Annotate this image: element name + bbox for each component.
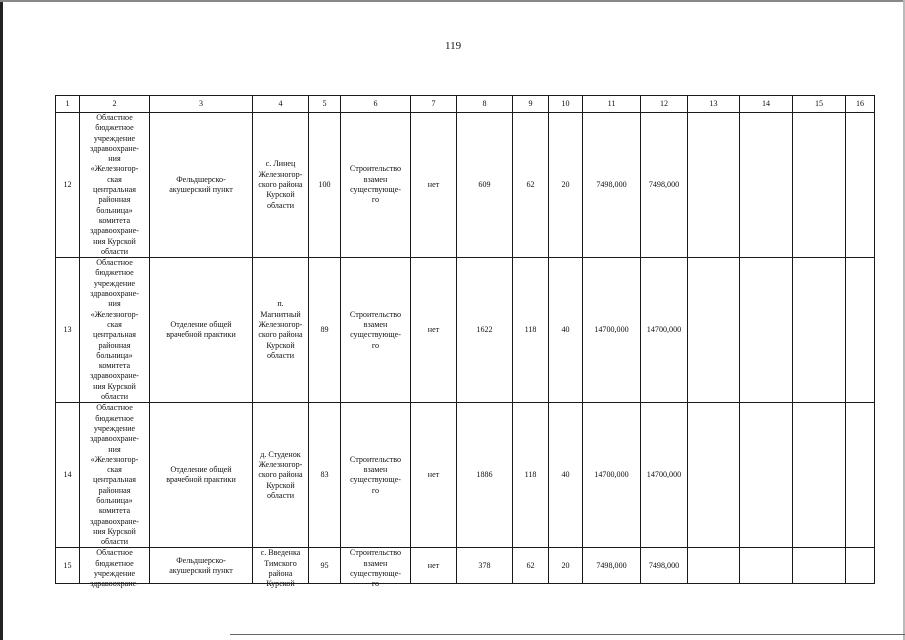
col9-text: 118 [524,470,537,480]
col12-cell [641,403,688,548]
column-header: 14 [740,96,793,113]
col9-cell [513,403,549,548]
work-type-cell [341,548,411,589]
work-type-text: Строительство взамен существующе- го [349,454,402,495]
object-text: Фельдшерско- акушерский пункт [169,555,233,575]
object-cell [150,258,253,403]
col8-cell [457,113,513,258]
col15-cell [793,403,846,548]
cell-clip [310,548,339,583]
cell-clip [151,548,251,583]
col5-text: 89 [320,325,329,335]
col12-cell [641,113,688,258]
col16-cell [846,548,875,584]
location-text: с. Линец Железногор- ского района Курской области [258,159,303,210]
work-type-cell [341,403,411,548]
work-type-cell [341,258,411,403]
col13-cell [688,548,740,584]
col9-cell [513,548,549,584]
table-row [56,258,875,403]
institution-text: Областное бюджетное учреждение здравоохране- ния «Железногор- ская центральная районная больница» комитета здравоохране- ния Курской области [90,258,139,402]
cell-clip [57,548,78,583]
col11-cell [583,113,641,258]
col5-text: 95 [320,560,329,570]
col5-cell [309,548,341,584]
column-header: 10 [549,96,583,113]
table-row [56,113,875,258]
object-cell [150,113,253,258]
institution-cell [80,548,150,589]
col12-text: 14700,000 [646,325,682,335]
work-type-text: Строительство взамен существующе- го [349,548,402,589]
col10-text: 20 [561,560,570,570]
row-number-text: 12 [63,179,72,189]
col8-text: 378 [478,560,491,570]
data-table [55,95,875,589]
col12-cell [641,258,688,403]
col12-cell [641,548,688,584]
col14-cell [740,403,793,548]
col10-cell [549,403,583,548]
column-header: 9 [513,96,549,113]
cell-clip [584,548,639,583]
column-header: 11 [583,96,641,113]
col10-cell [549,113,583,258]
column-header: 16 [846,96,875,113]
col5-text: 83 [320,470,329,480]
work-type-cell [341,113,411,258]
column-header: 1 [56,96,80,113]
col14-cell [740,113,793,258]
col8-text: 1622 [476,325,493,335]
col10-cell [549,548,583,584]
col5-cell [309,113,341,258]
institution-cell [80,403,150,548]
col10-text: 40 [561,325,570,335]
object-text: Отделение общей врачебной практики [166,319,236,340]
cell-clip [642,548,686,583]
col7-text: нет [427,560,440,570]
col7-text: нет [427,470,440,480]
institution-text: Областное бюджетное учреждение здравоохране- ния «Железногор- ская центральная районная больница» комитета здравоохране- ния Курской области [90,113,139,256]
col12-text: 7498,000 [648,179,680,189]
col12-text: 7498,000 [648,560,680,570]
col8-text: 609 [478,179,491,189]
column-header: 13 [688,96,740,113]
cell-clip [689,548,738,583]
object-text: Фельдшерско- акушерский пункт [169,174,233,195]
col12-text: 14700,000 [646,470,682,480]
row-number-cell [56,113,80,258]
scan-edge-top [0,0,905,2]
col9-text: 62 [526,560,535,570]
row-number-text: 14 [63,470,72,480]
header-row [56,96,875,113]
object-cell [150,403,253,548]
col5-text: 100 [318,179,331,189]
object-cell [150,548,253,584]
column-header: 4 [253,96,309,113]
col11-cell [583,258,641,403]
col16-cell [846,258,875,403]
row-number-cell [56,258,80,403]
col14-cell [740,548,793,584]
cell-clip [342,548,409,589]
col10-text: 40 [561,470,570,480]
work-type-text: Строительство взамен существующе- го [349,309,402,350]
cell-clip [550,548,581,583]
cell-clip [514,548,547,583]
col16-cell [846,113,875,258]
cell-clip [741,548,791,583]
institution-text: Областное бюджетное учреждение здравоохране- ния «Железногор- ская центральная районная больница» комитета здравоохране- ния Курской области [90,403,139,547]
col8-cell [457,403,513,548]
table-row [56,403,875,548]
col7-cell [411,258,457,403]
col7-text: нет [427,325,440,335]
col7-cell [411,403,457,548]
object-text: Отделение общей врачебной практики [166,465,236,485]
location-cell [253,403,309,548]
col7-cell [411,113,457,258]
cell-clip [254,548,307,589]
col11-text: 14700,000 [594,470,629,480]
location-text: п. Магнитный Железногор- ского района Курской области [258,299,303,360]
col9-text: 62 [526,179,535,189]
row-number-cell [56,548,80,584]
col11-cell [583,403,641,548]
scan-edge-left [0,0,3,640]
cell-clip [81,548,148,589]
column-header: 7 [411,96,457,113]
column-header: 6 [341,96,411,113]
col11-text: 7498,000 [596,560,627,570]
table-body [56,113,875,589]
cell-clip [458,548,511,583]
page-number: 119 [445,40,462,52]
col15-cell [793,258,846,403]
col7-cell [411,548,457,584]
col11-text: 7498,000 [596,179,627,189]
cell-clip [794,548,844,583]
col10-cell [549,258,583,403]
column-header: 3 [150,96,253,113]
column-header: 2 [80,96,150,113]
scan-edge-bottom [230,634,905,635]
row-number-cell [56,403,80,548]
location-cell [253,258,309,403]
column-header: 8 [457,96,513,113]
location-text: д. Студенок Железногор- ского района Курской области [258,449,303,500]
column-header: 5 [309,96,341,113]
col5-cell [309,403,341,548]
col11-cell [583,548,641,584]
institution-cell [80,113,150,258]
col8-text: 1886 [476,470,493,480]
location-cell [253,113,309,258]
column-header: 12 [641,96,688,113]
col9-cell [513,113,549,258]
table-row [56,548,875,584]
col16-cell [846,403,875,548]
row-number-text: 13 [63,325,72,335]
location-text: с. Введенка Тимского района Курской [260,548,301,589]
col15-cell [793,548,846,584]
col14-cell [740,258,793,403]
col8-cell [457,258,513,403]
work-type-text: Строительство взамен существующе- го [349,164,402,205]
col9-cell [513,258,549,403]
col15-cell [793,113,846,258]
col9-text: 118 [524,325,537,335]
col11-text: 14700,000 [594,325,629,335]
col5-cell [309,258,341,403]
cell-clip [412,548,455,583]
institution-text: Областное бюджетное учреждение здравоохране- [90,548,139,589]
col8-cell [457,548,513,584]
col13-cell [688,258,740,403]
col7-text: нет [427,179,440,189]
location-cell [253,548,309,589]
row-number-text: 15 [63,560,72,570]
cell-clip [847,548,873,583]
col13-cell [688,403,740,548]
column-header: 15 [793,96,846,113]
col10-text: 20 [561,179,570,189]
institution-cell [80,258,150,403]
col13-cell [688,113,740,258]
